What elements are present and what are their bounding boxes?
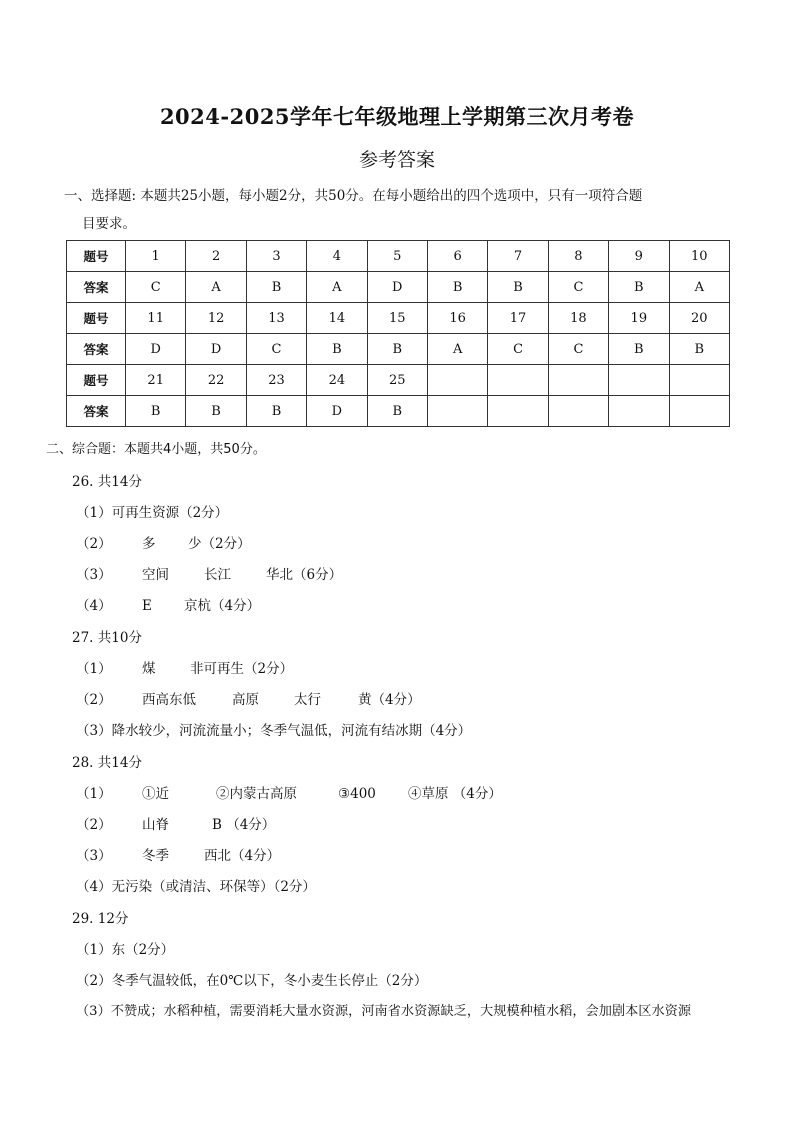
table-cell: A xyxy=(669,272,729,303)
table-cell: C xyxy=(548,334,608,365)
q27-l1-num: （1） xyxy=(76,661,112,677)
q28-l2-ans1: 山脊 xyxy=(142,817,169,833)
q26-l4-ans1: E xyxy=(142,598,152,614)
section1-line2: 目要求。 xyxy=(82,216,136,232)
table-cell xyxy=(488,396,548,427)
q28-line1 xyxy=(76,782,502,802)
table-cell: B xyxy=(367,396,427,427)
q29-line2: （2）冬季气温较低，在0℃以下，冬小麦生长停止（2分） xyxy=(76,973,428,989)
table-cell: B xyxy=(307,334,367,365)
table-cell: C xyxy=(246,334,306,365)
table-cell: C xyxy=(126,272,186,303)
q27-line3: （3）降水较少，河流流量小；冬季气温低，河流有结冰期（4分） xyxy=(76,723,472,739)
q28-l1-ans1: ①近 xyxy=(142,786,169,802)
q28-title: 28. 共14分 xyxy=(72,755,142,771)
table-cell xyxy=(427,396,487,427)
table-cell xyxy=(669,365,729,396)
table-row xyxy=(67,241,730,272)
table-cell: B xyxy=(246,272,306,303)
table-cell: D xyxy=(367,272,427,303)
table-cell: 15 xyxy=(367,303,427,334)
table-cell: 17 xyxy=(488,303,548,334)
q28-l3-ans1: 冬季 xyxy=(142,848,169,864)
row-label-number: 题号 xyxy=(67,303,126,334)
row-label-answer: 答案 xyxy=(67,272,126,303)
table-cell: 25 xyxy=(367,365,427,396)
q26-l3-ans2: 长江 xyxy=(204,567,231,583)
table-cell: B xyxy=(367,334,427,365)
row-label-number: 题号 xyxy=(67,241,126,272)
table-cell: 22 xyxy=(186,365,246,396)
table-cell: 18 xyxy=(548,303,608,334)
q28-l2-num: （2） xyxy=(76,817,112,833)
q27-line2 xyxy=(76,688,421,708)
table-cell: 14 xyxy=(307,303,367,334)
table-row xyxy=(67,334,730,365)
q26-l4-num: （4） xyxy=(76,598,112,614)
q28-l1-ans4: ④草原 （4分） xyxy=(408,786,502,802)
q29-line3: （3）不赞成；水稻种植，需要消耗大量水资源，河南省水资源缺乏，大规模种植水稻，会加剧本区水资源 xyxy=(76,1004,692,1019)
table-row xyxy=(67,272,730,303)
table-cell xyxy=(488,365,548,396)
section2-heading: 二、综合题：本题共4小题，共50分。 xyxy=(46,442,266,457)
table-cell: B xyxy=(186,396,246,427)
table-cell xyxy=(548,396,608,427)
table-cell xyxy=(609,396,669,427)
q27-l2-ans4: 黄（4分） xyxy=(358,692,421,708)
table-cell: B xyxy=(126,396,186,427)
table-cell: 24 xyxy=(307,365,367,396)
table-cell: B xyxy=(609,334,669,365)
q27-l1-ans1: 煤 xyxy=(142,661,156,677)
table-cell: 13 xyxy=(246,303,306,334)
page-subtitle: 参考答案 xyxy=(358,149,435,171)
q26-l2-ans1: 多 xyxy=(142,536,156,552)
q27-title: 27. 共10分 xyxy=(72,630,142,646)
table-cell: 2 xyxy=(186,241,246,272)
table-cell: 10 xyxy=(669,241,729,272)
q28-l3-num: （3） xyxy=(76,848,112,864)
table-cell: D xyxy=(126,334,186,365)
q29-title: 29. 12分 xyxy=(72,911,129,927)
table-cell: 12 xyxy=(186,303,246,334)
table-cell: A xyxy=(186,272,246,303)
table-cell: B xyxy=(488,272,548,303)
q28-l2-ans2: B （4分） xyxy=(212,817,276,833)
q27-line1 xyxy=(76,657,293,677)
row-label-answer: 答案 xyxy=(67,334,126,365)
row-label-number: 题号 xyxy=(67,365,126,396)
page-title: 2024-2025学年七年级地理上学期第三次月考卷 xyxy=(159,104,635,129)
table-cell: 16 xyxy=(427,303,487,334)
q28-l3-ans2: 西北（4分） xyxy=(204,848,281,864)
q27-l2-num: （2） xyxy=(76,692,112,708)
q26-l3-num: （3） xyxy=(76,567,112,583)
q27-l1-ans2: 非可再生（2分） xyxy=(190,661,294,677)
table-cell: 5 xyxy=(367,241,427,272)
table-cell: 9 xyxy=(609,241,669,272)
answer-table xyxy=(66,240,730,427)
q28-l1-ans3: ③400 xyxy=(338,786,376,802)
table-cell: 4 xyxy=(307,241,367,272)
q28-line2 xyxy=(76,813,275,833)
q27-l2-ans2: 高原 xyxy=(232,692,259,708)
q28-line3 xyxy=(76,844,280,864)
q27-l2-ans1: 西高东低 xyxy=(142,692,196,708)
table-cell xyxy=(669,396,729,427)
q28-l1-num: （1） xyxy=(76,786,112,802)
table-row xyxy=(67,396,730,427)
q26-l2-num: （2） xyxy=(76,536,112,552)
q26-l3-ans1: 空间 xyxy=(142,567,169,583)
table-cell: D xyxy=(307,396,367,427)
row-label-answer: 答案 xyxy=(67,396,126,427)
section1-line1: 一、选择题: 本题共25小题，每小题2分，共50分。在每小题给出的四个选项中，只有一项符合题 xyxy=(64,188,643,204)
table-cell xyxy=(609,365,669,396)
table-cell: B xyxy=(427,272,487,303)
q26-l2-ans2: 少（2分） xyxy=(188,536,251,552)
table-cell: 20 xyxy=(669,303,729,334)
q26-title: 26. 共14分 xyxy=(72,474,142,490)
table-cell: 1 xyxy=(126,241,186,272)
table-cell: B xyxy=(609,272,669,303)
table-cell: B xyxy=(246,396,306,427)
table-cell: C xyxy=(488,334,548,365)
table-row xyxy=(67,365,730,396)
q26-line1: （1）可再生资源（2分） xyxy=(76,505,229,521)
table-cell: A xyxy=(427,334,487,365)
table-cell: B xyxy=(669,334,729,365)
q26-line4 xyxy=(76,594,260,614)
q26-l3-ans3: 华北（6分） xyxy=(266,567,343,583)
section1-instructions xyxy=(64,182,732,238)
q28-line4: （4）无污染（或清洁、环保等）（2分） xyxy=(76,879,316,895)
q26-l4-ans2: 京杭（4分） xyxy=(184,598,261,614)
q26-line2 xyxy=(76,532,251,552)
q26-line3 xyxy=(76,563,342,583)
table-cell: 3 xyxy=(246,241,306,272)
table-cell: A xyxy=(307,272,367,303)
q27-l2-ans3: 太行 xyxy=(294,692,321,708)
table-row xyxy=(67,303,730,334)
table-cell: 19 xyxy=(609,303,669,334)
table-cell xyxy=(548,365,608,396)
table-cell xyxy=(427,365,487,396)
table-cell: 7 xyxy=(488,241,548,272)
q28-l1-ans2: ②内蒙古高原 xyxy=(216,786,297,802)
table-cell: 8 xyxy=(548,241,608,272)
table-cell: 23 xyxy=(246,365,306,396)
table-cell: 6 xyxy=(427,241,487,272)
table-cell: D xyxy=(186,334,246,365)
table-cell: C xyxy=(548,272,608,303)
q29-line1: （1）东（2分） xyxy=(76,942,175,958)
table-cell: 21 xyxy=(126,365,186,396)
table-cell: 11 xyxy=(126,303,186,334)
